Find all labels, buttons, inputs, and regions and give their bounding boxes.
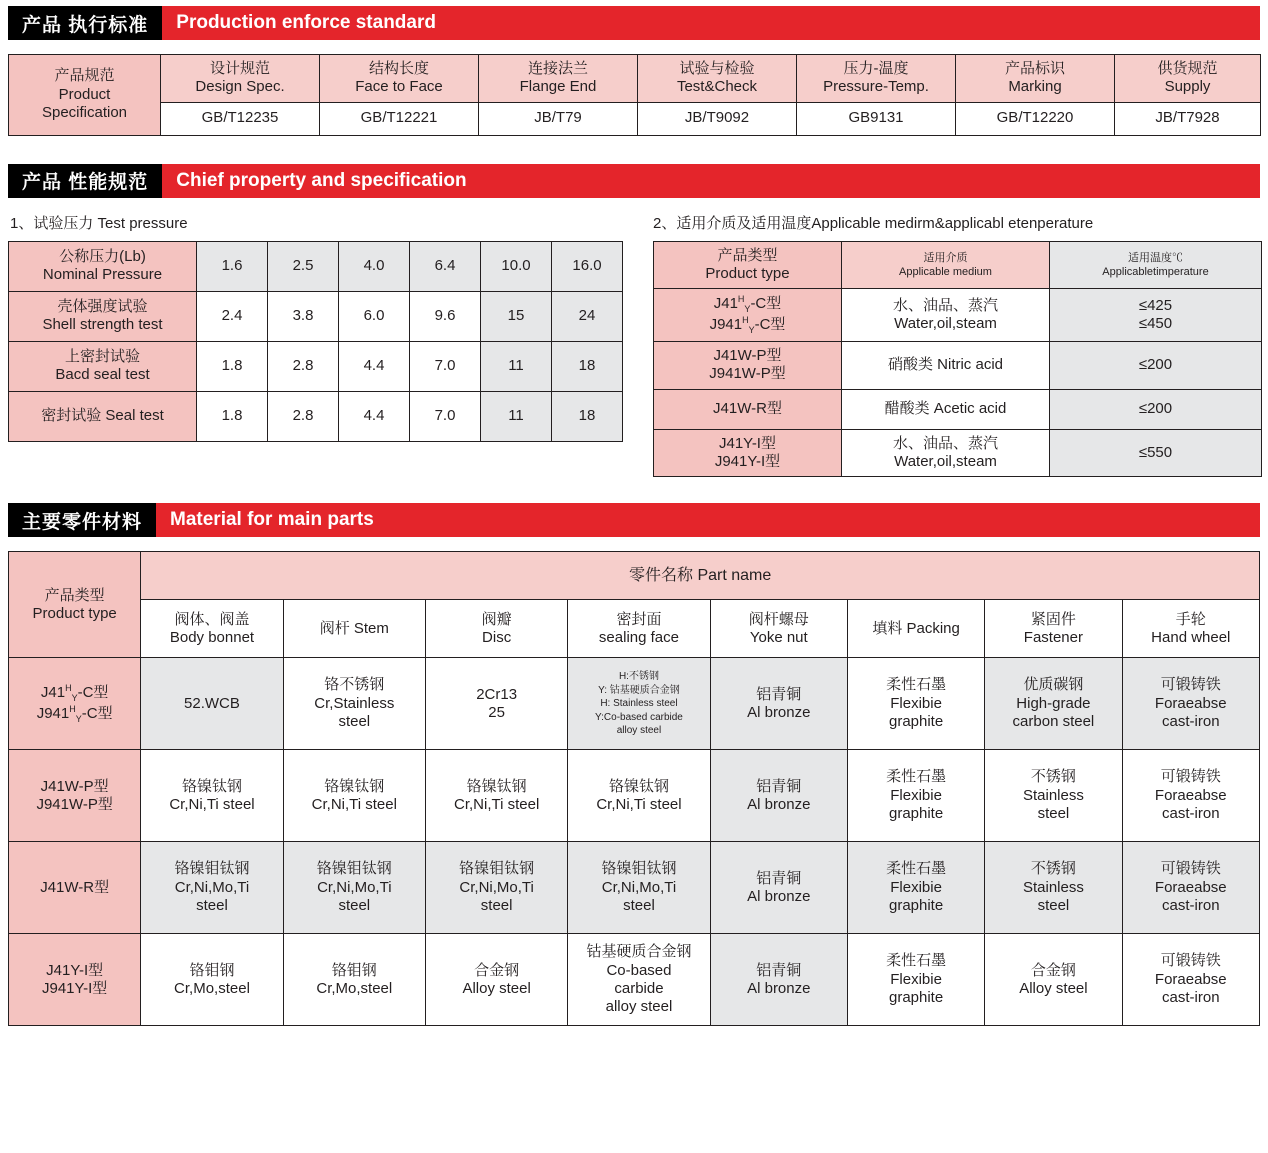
cell-value: 3.8 <box>268 291 339 341</box>
material-cell: 铬镍钛钢 Cr,Ni,Ti steel <box>283 750 425 842</box>
medium-temperature-block <box>653 212 1261 478</box>
column-header: 阀瓣 Disc <box>425 600 567 658</box>
column-header: 供货规范 Supply <box>1115 55 1261 103</box>
material-cell: 合金钢 Alloy steel <box>425 934 567 1026</box>
material-cell: 柔性石墨 Flexibie graphite <box>847 842 984 934</box>
material-cell: 合金钢 Alloy steel <box>985 934 1122 1026</box>
standard-value: GB9131 <box>797 102 956 135</box>
table-row <box>9 658 1260 750</box>
table-row <box>654 389 1262 429</box>
medium-temperature-table <box>653 241 1262 478</box>
column-header: 结构长度 Face to Face <box>320 55 479 103</box>
product-type: J41Y-I型 J941Y-I型 <box>9 934 141 1026</box>
section-banner-cn-title: 产品 性能规范 <box>8 164 162 198</box>
section-banner-en-title: Material for main parts <box>156 503 1260 537</box>
table-row <box>9 934 1260 1026</box>
table-row <box>9 291 623 341</box>
material-cell: 铝青铜 Al bronze <box>710 658 847 750</box>
material-cell: 钴基硬质合金钢 Co-based carbide alloy steel <box>568 934 710 1026</box>
cell-value: 9.6 <box>410 291 481 341</box>
standard-value: JB/T79 <box>479 102 638 135</box>
material-cell: 柔性石墨 Flexibie graphite <box>847 658 984 750</box>
material-cell: 铝青铜 Al bronze <box>710 842 847 934</box>
table-row <box>654 241 1262 289</box>
row-header: 上密封试验 Bacd seal test <box>9 341 197 391</box>
material-cell: H:不锈钢 Y: 钴基硬质合金钢 H: Stainless steel Y:Co-based carbide alloy steel <box>568 658 710 750</box>
cell-value: 16.0 <box>552 241 623 291</box>
cell-value: 1.8 <box>197 391 268 441</box>
cell-value: 6.0 <box>339 291 410 341</box>
section-banner-cn-title: 主要零件材料 <box>8 503 156 537</box>
table-row <box>9 102 1261 135</box>
medium-temperature-label: 2、适用介质及适用温度Applicable medirm&applicabl etenperature <box>653 214 1094 232</box>
row-header-en2: Specification <box>41 103 128 121</box>
column-header: 密封面 sealing face <box>568 600 710 658</box>
material-cell: 铝青铜 Al bronze <box>710 750 847 842</box>
temperature-value: ≤550 <box>1050 429 1262 477</box>
material-cell: 柔性石墨 Flexibie graphite <box>847 934 984 1026</box>
material-cell: 铬镍钛钢 Cr,Ni,Ti steel <box>141 750 283 842</box>
cell-value: 15 <box>481 291 552 341</box>
product-type: J41W-P型 J941W-P型 <box>9 750 141 842</box>
table-row <box>9 391 623 441</box>
material-cell: 铬钼钢 Cr,Mo,steel <box>283 934 425 1026</box>
table-row <box>654 342 1262 390</box>
material-cell: 铬镍钛钢 Cr,Ni,Ti steel <box>568 750 710 842</box>
column-header: 阀体、阀盖 Body bonnet <box>141 600 283 658</box>
table-row <box>654 429 1262 477</box>
product-type: J41W-R型 <box>9 842 141 934</box>
cell-value: 11 <box>481 391 552 441</box>
cell-value: 10.0 <box>481 241 552 291</box>
standard-value: JB/T7928 <box>1115 102 1261 135</box>
column-header: 压力-温度 Pressure-Temp. <box>797 55 956 103</box>
column-header: 产品类型 Product type <box>654 241 842 289</box>
medium-value: 水、油品、蒸汽 Water,oil,steam <box>842 289 1050 342</box>
row-header: 壳体强度试验 Shell strength test <box>9 291 197 341</box>
cell-value: 4.0 <box>339 241 410 291</box>
column-header: 适用温度℃ Applicabletimperature <box>1050 241 1262 289</box>
cell-value: 18 <box>552 391 623 441</box>
column-header: 试验与检验 Test&Check <box>638 55 797 103</box>
row-header: 公称压力(Lb) Nominal Pressure <box>9 241 197 291</box>
table-row <box>9 750 1260 842</box>
test-pressure-block <box>8 212 623 442</box>
row-header-product-type: 产品类型 Product type <box>9 552 141 658</box>
cell-value: 2.8 <box>268 341 339 391</box>
medium-value: 醋酸类 Acetic acid <box>842 389 1050 429</box>
cell-value: 6.4 <box>410 241 481 291</box>
column-header: 紧固件 Fastener <box>985 600 1122 658</box>
table-row <box>654 289 1262 342</box>
cell-value: 2.4 <box>197 291 268 341</box>
standard-value: GB/T12221 <box>320 102 479 135</box>
cell-value: 18 <box>552 341 623 391</box>
temperature-value: ≤425 ≤450 <box>1050 289 1262 342</box>
material-cell: 优质碳钢 High-grade carbon steel <box>985 658 1122 750</box>
material-cell: 铬镍钛钢 Cr,Ni,Ti steel <box>425 750 567 842</box>
section-banner-production-standard <box>8 6 1260 40</box>
material-cell: 不锈钢 Stainless steel <box>985 750 1122 842</box>
column-header: 连接法兰 Flange End <box>479 55 638 103</box>
standard-value: GB/T12220 <box>956 102 1115 135</box>
material-cell: 52.WCB <box>141 658 283 750</box>
product-type: J41Y-I型 J941Y-I型 <box>654 429 842 477</box>
cell-value: 4.4 <box>339 341 410 391</box>
column-header: 阀杆螺母 Yoke nut <box>710 600 847 658</box>
temperature-value: ≤200 <box>1050 389 1262 429</box>
table-row <box>9 600 1260 658</box>
column-header: 阀杆 Stem <box>283 600 425 658</box>
cell-value: 1.6 <box>197 241 268 291</box>
cell-value: 1.8 <box>197 341 268 391</box>
product-type: $J41^H_Y‑C$型 $J941^H_Y‑C$型 <box>654 289 842 342</box>
column-header: 适用介质 Applicable medium <box>842 241 1050 289</box>
cell-value: 7.0 <box>410 341 481 391</box>
property-columns <box>8 212 1260 478</box>
column-header: 设计规范 Design Spec. <box>161 55 320 103</box>
material-cell: 可锻铸铁 Foraeabse cast-iron <box>1122 658 1259 750</box>
material-cell: 铬不锈钢 Cr,Stainless steel <box>283 658 425 750</box>
material-cell: 可锻铸铁 Foraeabse cast-iron <box>1122 750 1259 842</box>
part-name-header: 零件名称 Part name <box>141 552 1260 600</box>
table-row <box>9 341 623 391</box>
section-banner-cn-title: 产品 执行标准 <box>8 6 162 40</box>
document-page <box>0 6 1268 1036</box>
column-header: 填料 Packing <box>847 600 984 658</box>
medium-value: 水、油品、蒸汽 Water,oil,steam <box>842 429 1050 477</box>
row-header-en1: Product <box>58 85 111 103</box>
cell-value: 2.8 <box>268 391 339 441</box>
material-cell: 2Cr13 25 <box>425 658 567 750</box>
cell-value: 2.5 <box>268 241 339 291</box>
cell-value: 4.4 <box>339 391 410 441</box>
column-header: 产品标识 Marking <box>956 55 1115 103</box>
material-cell: 铬镍钼钛钢 Cr,Ni,Mo,Ti steel <box>141 842 283 934</box>
test-pressure-label: 1、试验压力 Test pressure <box>10 214 188 232</box>
material-cell: 铬钼钢 Cr,Mo,steel <box>141 934 283 1026</box>
material-cell: 柔性石墨 Flexibie graphite <box>847 750 984 842</box>
cell-value: 24 <box>552 291 623 341</box>
row-header-product-specification <box>9 55 161 136</box>
product-type: J41W-R型 <box>654 389 842 429</box>
test-pressure-table <box>8 241 623 442</box>
table-row <box>9 55 1261 103</box>
material-cell: 可锻铸铁 Foraeabse cast-iron <box>1122 842 1259 934</box>
standard-value: JB/T9092 <box>638 102 797 135</box>
material-cell: 铬镍钼钛钢 Cr,Ni,Mo,Ti steel <box>425 842 567 934</box>
material-cell: 可锻铸铁 Foraeabse cast-iron <box>1122 934 1259 1026</box>
material-cell: 铝青铜 Al bronze <box>710 934 847 1026</box>
section-banner-chief-property <box>8 164 1260 198</box>
material-cell: 铬镍钼钛钢 Cr,Ni,Mo,Ti steel <box>568 842 710 934</box>
table-row <box>9 552 1260 600</box>
cell-value: 7.0 <box>410 391 481 441</box>
temperature-value: ≤200 <box>1050 342 1262 390</box>
material-cell: 铬镍钼钛钢 Cr,Ni,Mo,Ti steel <box>283 842 425 934</box>
product-type: J41W-P型 J941W-P型 <box>654 342 842 390</box>
material-cell: 不锈钢 Stainless steel <box>985 842 1122 934</box>
row-header-cn: 产品规范 <box>54 67 115 85</box>
table-row <box>9 842 1260 934</box>
section-banner-material <box>8 503 1260 537</box>
production-standard-table <box>8 54 1261 136</box>
product-type: $J41^H_Y‑C$型 $J941^H_Y‑C$型 <box>9 658 141 750</box>
standard-value: GB/T12235 <box>161 102 320 135</box>
row-header: 密封试验 Seal test <box>9 391 197 441</box>
section-banner-en-title: Production enforce standard <box>162 6 1260 40</box>
medium-value: 硝酸类 Nitric acid <box>842 342 1050 390</box>
table-row <box>9 241 623 291</box>
column-header: 手轮 Hand wheel <box>1122 600 1259 658</box>
cell-value: 11 <box>481 341 552 391</box>
material-main-parts-table <box>8 551 1260 1026</box>
section-banner-en-title: Chief property and specification <box>162 164 1260 198</box>
